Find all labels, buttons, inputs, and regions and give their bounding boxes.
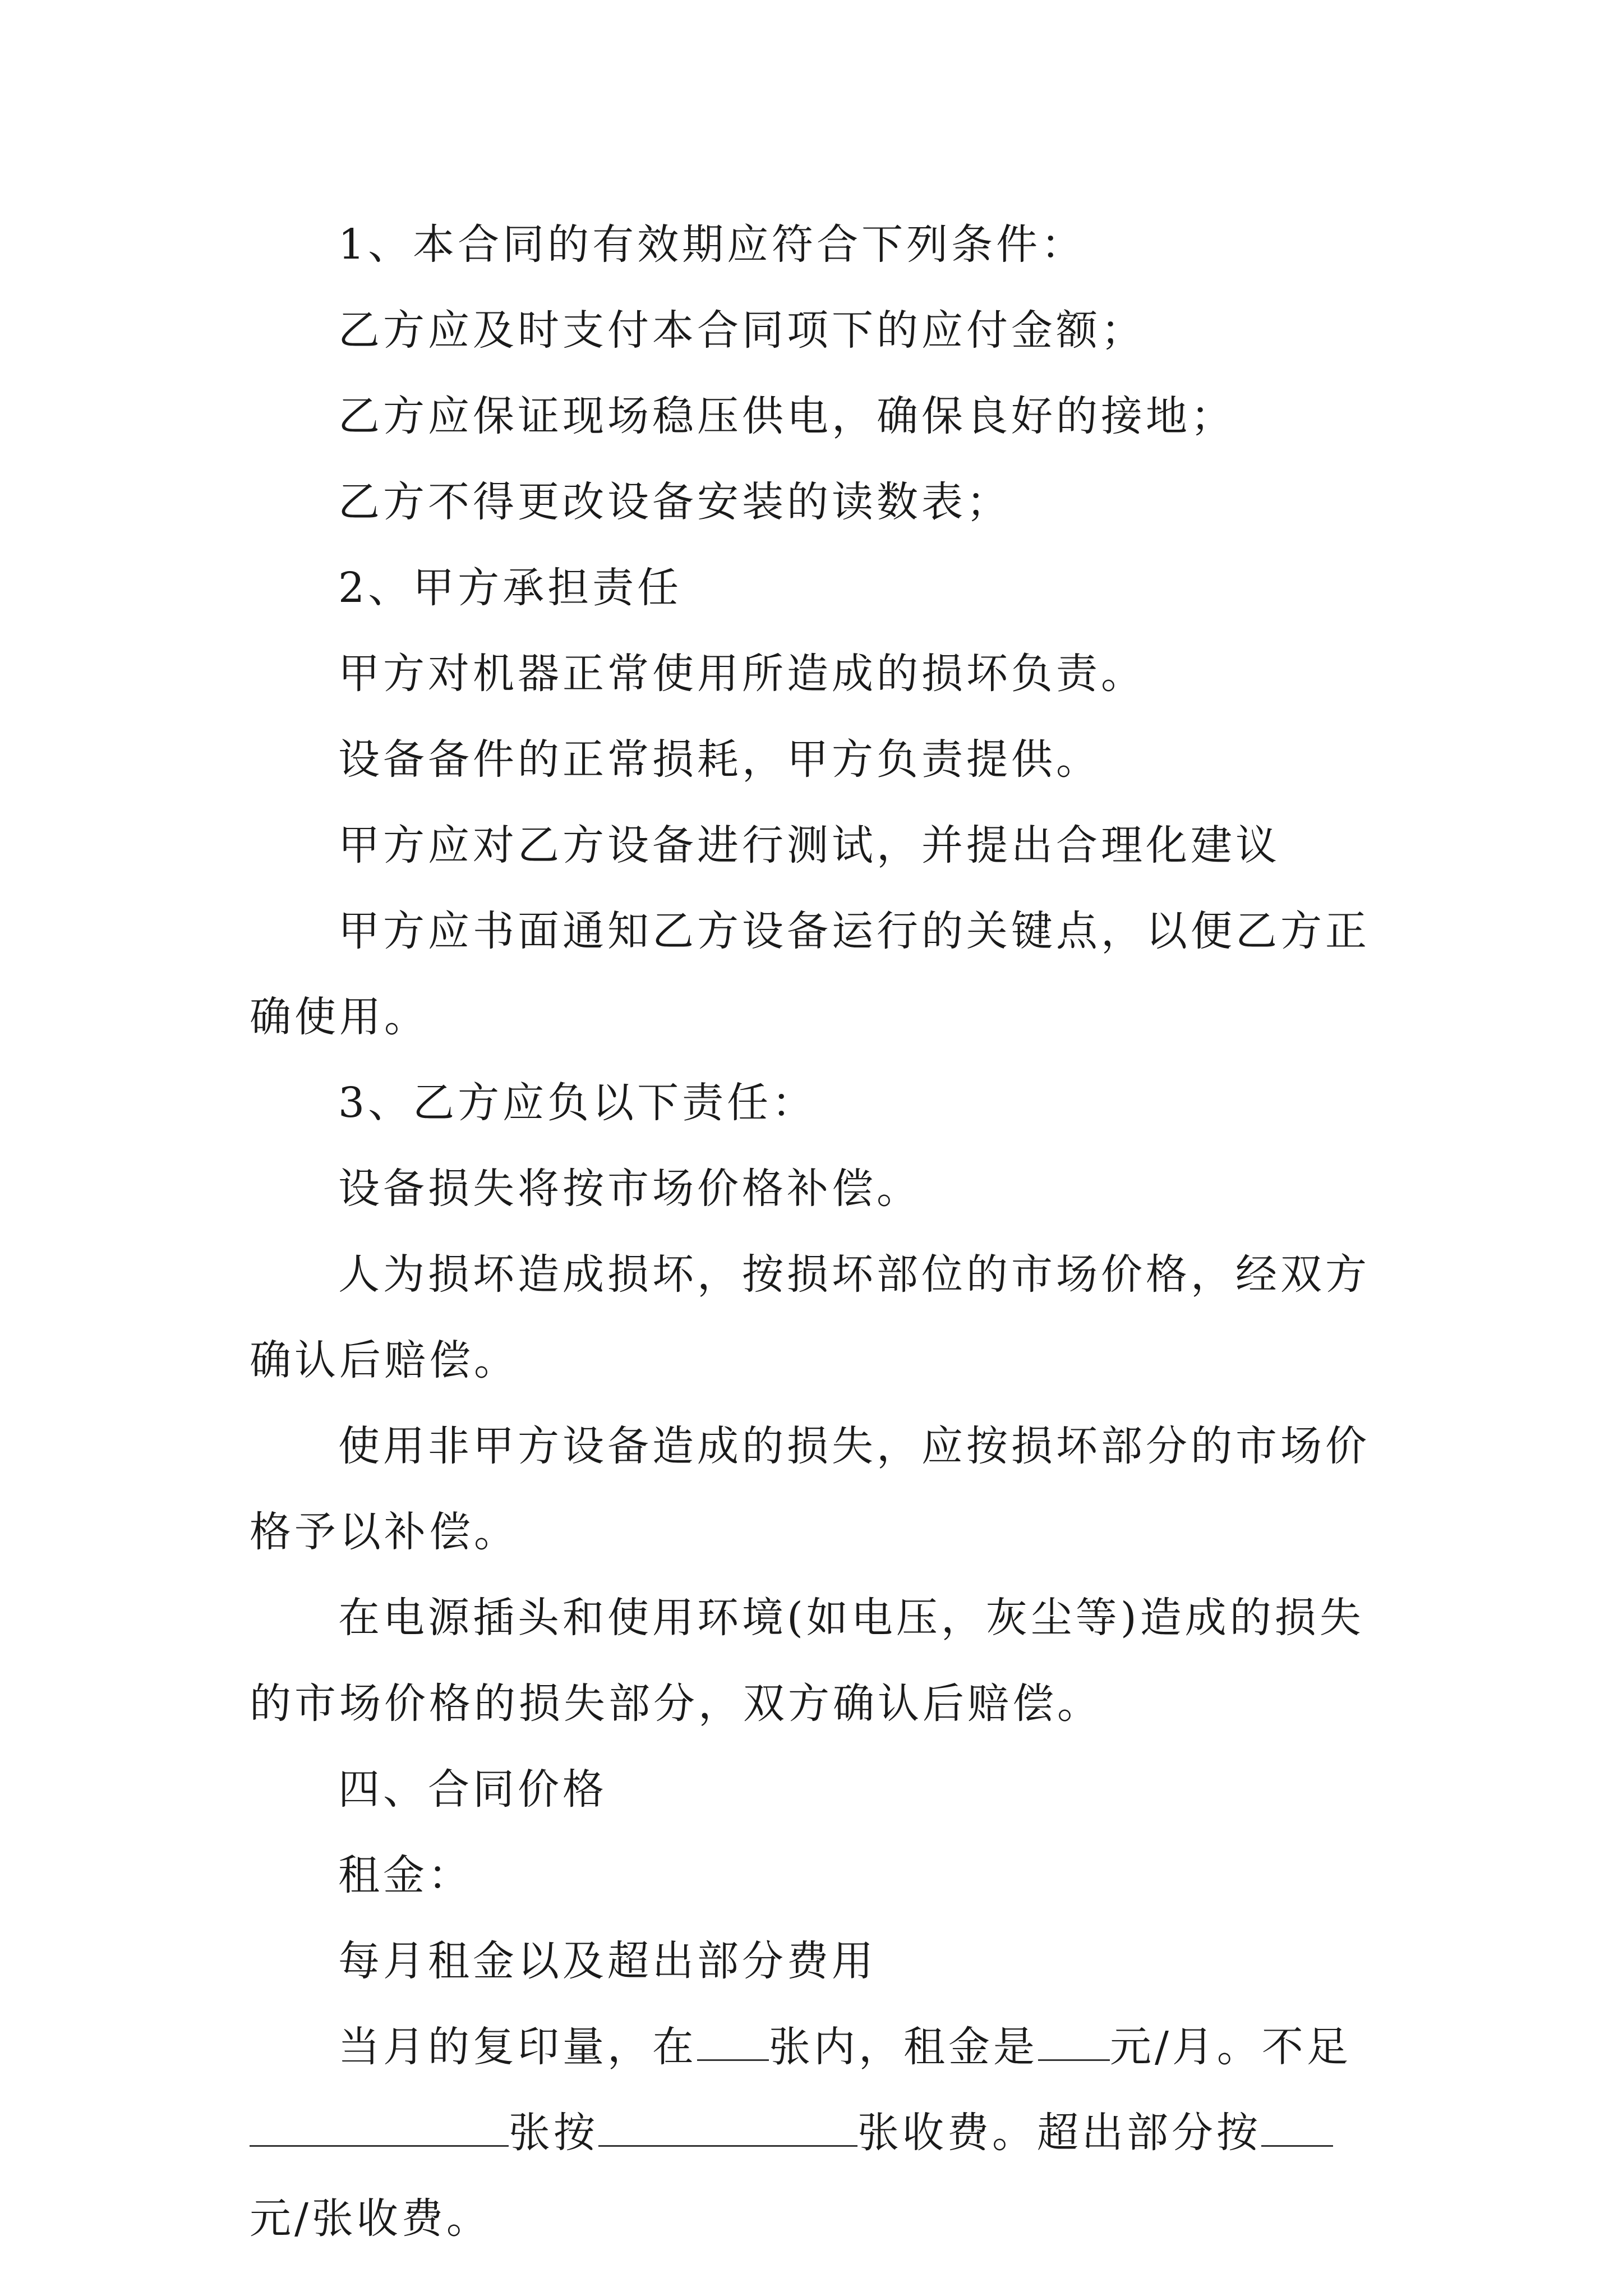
paragraph-human-damage: 人为损坏造成损坏，按损坏部位的市场价格，经双方确认后赔偿。 xyxy=(250,1250,1370,1384)
fill-in-text-6: 元/张收费。 xyxy=(250,2194,491,2243)
paragraph-copy-volume xyxy=(250,2004,1385,2262)
paragraph-stable-power: 乙方应保证现场稳压供电，确保良好的接地； xyxy=(338,392,1235,440)
blank-shortfall-count xyxy=(250,2107,509,2147)
paragraph-timely-payment: 乙方应及时支付本合同项下的应付金额； xyxy=(338,306,1146,355)
blank-rent-amount xyxy=(1038,2021,1110,2061)
fill-in-text-1: 当月的复印量，在 xyxy=(338,2023,697,2071)
fill-in-text-3: 元/月。不足 xyxy=(1110,2023,1352,2071)
heading-party-a-responsibility: 2、甲方承担责任 xyxy=(338,564,683,612)
paragraph-equipment-loss: 设备损失将按市场价格补偿。 xyxy=(338,1165,921,1213)
blank-charge-count xyxy=(598,2107,857,2147)
paragraph-written-notice: 甲方应书面通知乙方设备运行的关键点，以便乙方正确使用。 xyxy=(250,907,1370,1041)
paragraph-meter-no-change: 乙方不得更改设备安装的读数表； xyxy=(338,478,1011,526)
blank-excess-price xyxy=(1261,2107,1333,2147)
paragraph-monthly-rent: 每月租金以及超出部分费用 xyxy=(338,1937,877,1985)
paragraph-power-environment: 在电源插头和使用环境(如电压，灰尘等)造成的损失的市场价格的损失部分，双方确认后赔偿。 xyxy=(250,1594,1364,1728)
fill-in-text-5: 张收费。超出部分按 xyxy=(857,2109,1261,2157)
paragraph-validity-conditions: 1、本合同的有效期应符合下列条件： xyxy=(338,220,1086,269)
fill-in-text-2: 张内，租金是 xyxy=(769,2023,1038,2071)
heading-party-b-responsibility: 3、乙方应负以下责任： xyxy=(338,1079,817,1127)
paragraph-equipment-testing: 甲方应对乙方设备进行测试，并提出合理化建议 xyxy=(338,821,1280,869)
paragraph-rent: 租金： xyxy=(338,1851,473,1899)
blank-sheet-count xyxy=(697,2021,769,2061)
fill-in-text-4: 张按 xyxy=(509,2109,598,2157)
heading-contract-price: 四、合同价格 xyxy=(338,1765,607,1814)
document-body xyxy=(250,202,1385,2262)
paragraph-non-party-a-equipment: 使用非甲方设备造成的损失，应按损坏部分的市场价格予以补偿。 xyxy=(250,1422,1370,1556)
paragraph-machine-damage: 甲方对机器正常使用所造成的损坏负责。 xyxy=(338,650,1146,698)
paragraph-spare-parts: 设备备件的正常损耗，甲方负责提供。 xyxy=(338,735,1101,784)
